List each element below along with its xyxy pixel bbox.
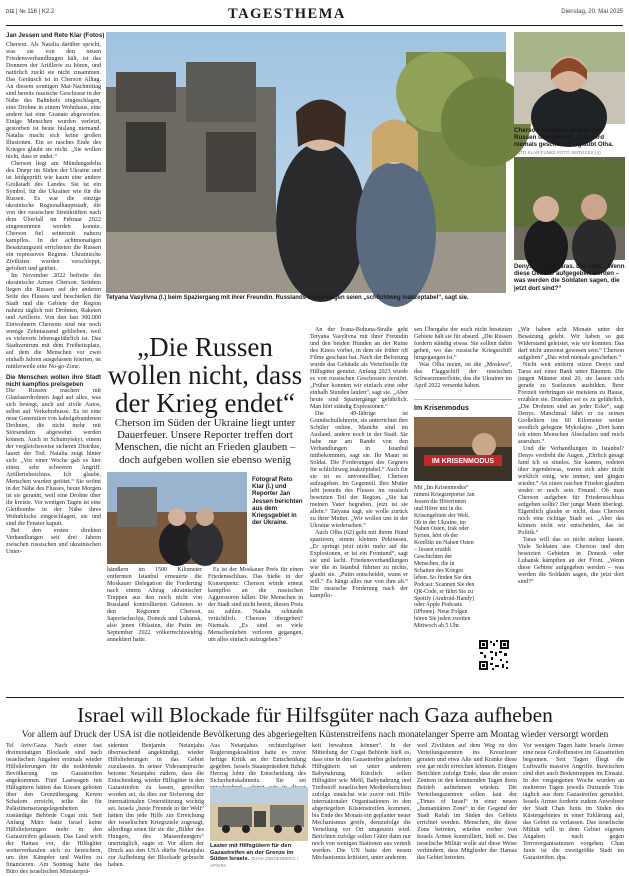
reporters-caption: Fotograf Reto Klar (l.) und Reporter Jan Jessen berichten aus dem Kriegsgebiet in der Ukraine. (252, 476, 303, 527)
masthead (6, 4, 623, 26)
podcast-cover (414, 417, 512, 481)
article1-column-2 (107, 567, 202, 691)
paragraph: Nicht weit entfernt sitzen Denys und Taras auf einer Bank unter Bäumen. Die jungen Männer sind 20, sie lassen sich gerade zu Soeleuten ausbilden. Ihrer Freizeit verbringen sie meistens zu Hause, erzählen sie. Draußen sei es zu gefährlich. „Die Drohnen sind an jeder Ecke“, sagt Denys. Manchmal fährt er zu seinen Großeltern ins 60 Kilometer weiter westlich gelegene Mykolajiw. „Dort kann ich einen Menschen Abschalten und mich ausruhen.“ (518, 362, 624, 445)
denys-taras-photo (514, 157, 625, 260)
gaza-photo-credit: OHAD ZWIGENBERG / AP/DPA (210, 856, 299, 868)
article1-subhead: Cherson im Süden der Ukraine liegt unter Dauerfeuer. Unsere Reporter treffen dort Menschen, die nicht an Frieden glauben – doch aufgeben wollen sie ebenso wenig (114, 417, 296, 466)
qr-code[interactable] (478, 639, 510, 671)
paragraph: Auch Olha (62) geht mit ihrem Hund spazieren, einem kleinen Pekinesen. „Er springt jetzt nicht mehr auf die Explosionen, er ist ein Frontund“, sagt sie und lacht. Friedensverhandlungen wie die in Istanbul führten zu nichts, glaubt sie. „Putin entscheidet, wann er will.“ Es hängt alles nur von ihm ab.“ Die russische Forderung nach der kampflo- (310, 530, 408, 599)
article1-column-4 (310, 327, 408, 691)
paragraph: keit bewahren können“. In der Mitteilung der Cogat Behörde hieß es, dass eine in den Gazastreifen gelieferten Hilfsgütern sei unter anderem Babynahrung. Kürzlich sollen Hilfsgüter wie Mehl, Babynahrung und Treibstoff israelischen Medienberichten zufolge zunächst wie zuvor mit Hilfe internationaler Organisationen in den abgeriegelten Küstenstreifen kommen, bis Ende des Monats ein geplanter neuer Mechanismus greife, demzufolge die Verteilung vor Ort umgesetzt wird. Berichten zufolge sollen Güter dann nur noch von wenigen Stationen aus verteilt werden. Die UN hatte den neuen Mechanismus kritisiert, unter anderem (312, 743, 411, 861)
qr-code-icon (478, 639, 510, 671)
issue-date: Dienstag, 20. Mai 2025 (561, 9, 623, 15)
article2-column-5 (417, 743, 517, 870)
denys-taras-illustration (514, 157, 625, 260)
article-byline: Jan Jessen und Reto Klar (Fotos) (6, 32, 105, 39)
paragraph: weil Zivilisten auf dem Weg zu den Verteilungszentren ins Kreuzfeuer geraten und etwa Alte und Kranke diese erst gar nicht erreichen könnten. Einigen Berichten zufolge Ende, dass die ersten Zentren in den kommenden Tagen ihren Betrieb aufnehmen würden. Die Verteilungszentren sollen laut der „Times of Israel“ in einer neuen „humanitären Zone“ in der Gegend der Stadt Rafah im Süden des Gebiets errichtet werden. Menschen, die diese Zone betreten, würden vorher von Israels Armee kontrolliert, hieß es. Das israelische Militär wolle auf diese Weise verhindern, dass Mitglieder der Hamas das Gebiet betreten. (417, 743, 517, 861)
infobox-title: Im Krisenmodus (414, 405, 469, 412)
article1-column-5 (414, 327, 512, 389)
paragraph: sen Übergabe der noch nicht besetzten Gebiete hält sie für absurd. „Die Russen fordern ständig etwas. Sie sollten dahin gehen, wo das russische Kriegsschiff hingegangen ist.“ (414, 327, 512, 361)
paragraph: Bei den ersten direkten Verhandlungen seit drei Jahren zwischen russischen und ukrainischen Unter- (6, 528, 101, 555)
article1-column-6 (518, 327, 624, 691)
podcast-cover-illustration (414, 417, 512, 481)
paragraph: Vor wenigen Tagen hatte Israels Armee eine neue Großoffensive im Gazastreifen begonnen. Seit Tagen fliegt die Luftwaffe massive Angriffe. Inzwischen sind dort auch Bodentruppen im Einsatz. In der vergangenen Woche wurden an mehreren Tagen jeweils Dutzende Tote täglich aus dem Gazastreifen gemeldet. Israels Armee forderte zudem Anwohner der Stadt Chan Junis im Süden des Küstengebietes in einer Erklärung auf, das Gebiet zu verlassen. Das israelische Militär will in dem Gebiet eigenen Angaben nach gegen Terrororganisationen vorgehen. Chan Junis ist die zweitgrößte Stadt im Gazastreifen. dpa (523, 743, 624, 861)
paragraph: Und die Verhandlungen in Istanbul? Denys verdreht die Augen. „Ehrlich gesagt fand ich es sinnlos. Sie kamen, redeten über irgendetwas, waren sich aber nicht wirklich einig, wie immer, und gingen wieder.“ An einen raschen Frieden glauben weder er noch sein Freund. Ob man Cherson aufgeben für Friedensschluss aufgeben sollte? Der junge Mann überlegt. Eigentlich glaube er nicht, dass Cherson noch eine richtige Stadt sei. „Aber das können nicht wir entscheiden, das ist Politik.“ (518, 446, 624, 536)
paper-tag: ᴅɪᴇ | № 116 | K2.2 (6, 9, 55, 15)
reporters-photo (107, 472, 247, 564)
gaza-trucks-illustration (210, 787, 308, 841)
paragraph: Taras will das so nicht stehen lassen. Viele Soldaten aus Cherson und den besetzten Gebieten in Donezk oder Luhansk kämpften an der Front. „Wenn diese Gebiete aufgegeben werden – was werden die Soldaten sagen, die jetzt dort sind?“ (518, 537, 624, 585)
infobox-paragraph: Mit „Im Krisenmodus“ nimmt Kriegsreporter Jan Jessen die Hörerinnen und Hörer mit in die Krisengebiete der Welt. Ob in der Ukraine, im Nahen Osten, Irak oder Syrien, hört ob der Konflikt im Nahen Osten – Jessen erzählt Geschichten der Menschen, die in Schatten des Krieges leben. So finden Sie den Podcast: Scannen Sie den QR-Code, er führt Sie zu Spotify (Android-Handy) oder Apple Podcasts (iPhone). Neue Folgen hören Sie jeden zweiten Mittwoch ab 5 Uhr. (414, 485, 475, 630)
reporters-illustration (107, 472, 247, 564)
gaza-caption-text: Laster mit Hilfsgütern für den Gazastreifen an der Grenze im Süden Israels. (210, 843, 294, 863)
paragraph: „Wir haben acht Monate unter der Besatzung gelebt. Wir haben so gut Widerstand geleistet, wie wir konnten. Das darf nicht umsonst gewesen sein.“ Cherson aufgeben? „Das wird niemals geschehen.“ (518, 327, 624, 361)
section-rubric: TAGESTHEMA (228, 6, 346, 22)
paragraph: An der Ivana-Bohuna-Straße geht Tetyana Vasylivna mit ihrer Freundin und den beiden Hunden an der Ruine des Kinos vorbei, in dem sie früher oft Filme geschaut hat. Nach der Befreiung wurde das Gebäude als Verteilstelle für Hilfsgüter genutzt. Anfang 2023 wurde es von russischen Geschossen zerstört. „Früher konnten wir einfach eine oder einhalb Stunden laufen“, sagt sie. „Aber heute sind Spaziergänge gefährlich. Man hört ständig Explosionen.“ (310, 327, 408, 410)
photo-credit: RETO KLAR/FUNKE FOTO SERVICES (4) (514, 150, 601, 155)
article2-column-6 (523, 743, 624, 870)
paragraph: händlern im 1500 Kilometer entfernten Istanbul erneuerte die Moskauer Delegation die Forderung nach einem Abzug ukrainischer Truppen aus den noch nicht von Russland kontrollierten Gebieten in den Regionen Cherson, Saporischschja, Donezk und Luhansk, also jenen Oblasten, die Putin im September 2022 völkerrechtswidrig annektiert hatte. (107, 567, 202, 643)
paragraph: Im November 2022 befreite die ukrainische Armee Cherson. Seitdem liegen die Russen auf der anderen Seite des Flusses und beschießen die Stadt und die Gebiete der Region nahezu täglich mit Drohnen, Raketen und Artillerie. Von den fast 300.000 Einwohnern Chersons sind nur noch wenige Zehntausend geblieben, weil es vielerorts lebensgefährlich ist. Das Stadtzentrum mit dem Freiheitsplatz, auf dem die Menschen vor zwei einhalb Jahren ausgelassen feierten, ist mittlerweile eine No-go-Zone. (6, 273, 101, 370)
podcast-cover-label: IM KRISENMODUS (431, 458, 495, 465)
article2-column-1 (6, 743, 102, 875)
paragraph: Die 49-Jährige ist Grundschullehrerin, sie unterrichtet ihre Schüler online. Manche sind im Ausland, andere noch in der Stadt. Sie habe nur am Rande von den Verhandlungen in Istanbul mitbekommen, sagt sie. Ihr Mann ist Soldat. Die Forderungen des Gegners für schlichtweg inakzeptabel.“ Auch für sie ist es unvorstellbar, Cherson aufzugeben. Im Gegenteil. Ihre Mutter lebt jenseits des Flusses im russisch besetzten Teil der Region. „Sie hat meinen Vater begraben, jetzt ist sie allein.“ Tatyana sagt, sie wolle zurück zu ihrer Mutter. „Wir wollen uns in der Ukraine wiedersehen.“ (310, 411, 408, 529)
gaza-trucks-photo (210, 787, 308, 841)
main-photo (106, 32, 506, 293)
main-photo-illustration (106, 32, 506, 293)
paragraph: Was Olha meint, ist die „Moskwa“, das Flaggschiff der russischen Schwarzmeerflotte, das die Ukrainer im April 2022 versenkt haben. (414, 362, 512, 389)
paragraph: Cherson liegt am Mündungsdelta des Dnepr im Süden der Ukraine und ist leidgeprüft wie kaum eine andere Großstadt des Landes. Sie ist ein Symbol, für die Ukrainer wie für die Russen. Es war die einzige ukrainische Regionalhauptstadt, die von der russischen Streitkräften nach dem Überfall im Februar 2022 eingenommen werden konnte. Cherson fiel seinerzeit nahezu kampflos. In der achtmonatigen Besatzungszeit errichteten die Russen ein repressives Regime. Ukrainische Zivilisten wurden verschleppt, gefoltert und getötet. (6, 161, 101, 272)
paragraph: Es ist der Moskauer Preis für einen Friedensschluss. Das hieße in der Konsequenz: Cherson würde erneut kampflos an die russischen Aggressoren fallen. Die Menschen in der Stadt sind nicht bereit, diesen Preis zu zahlen. Natalia schnaubt verächtlich. Cherson übergeben? Niemals. „Es sind so viele Menschenleben verloren gegangen, um alles einfach aufzugeben.“ (208, 567, 303, 643)
article2-column-2 (108, 743, 204, 870)
denys-taras-caption: Denys (l.) und Taras. Der sagt: „Wenn diese Gebiete aufgegeben werden – was werden die Soldaten sagen, die jetzt dort sind?“ (514, 263, 625, 292)
article1-headline: „Die Russen wollen nicht, dass der Krieg endet“ (107, 332, 303, 418)
paragraph: Cherson. Als Natalia darüber spricht, was sie von den neuen Friedensverhandlungen hält, ist das Donnern der Artillerie zu hören, und natürlich zuckt sie nicht zusammen. Das Geräusch ist in Cherson Alltag. An diesem sonnigen Mai-Nachmittag sind bereits russische Geschosse in der Nähe des Bahnhofs eingeschlagen, eine Drohne in einem Wohnhaus, eine andere hat eine Granate abgeworfen. Einige Menschen wurden verletzt, gestorben ist heute bislang niemand. Natalia macht sich keine großen Illusionen. Ein so rasches Ende des Krieges glaubt sie nicht. „Sie wollen nicht, dass er endet.“ (6, 42, 101, 160)
olha-photo (514, 32, 625, 124)
article2-headline: Israel will Blockade für Hilfsgüter nach Gaza aufheben (77, 703, 553, 727)
infobox-text (414, 485, 476, 691)
article1-column-1 (6, 42, 101, 555)
article1-column-3 (208, 567, 303, 691)
gaza-photo-caption (210, 843, 308, 869)
paragraph: Aus Netanjahus rechtsreligiöser Regierungskoalition hatte es zuvor heftige Kritik an der Entscheidung gegeben. Israels Staatspräsident Itzhak Herzog lobte die Entscheidung des Sicherheitskabinetts. Sie sei (210, 743, 306, 784)
article2-column-4 (312, 743, 411, 870)
paragraph: Tel Aviv/Gaza. Nach einer fast dreimonatigen Blockade sind nach israelischen Angaben erstmals wieder Hilfslieferungen für die notleidende Bevölkerung im Gazastreifen angekommen. Fünf Lastwagen mit Hilfsgütern hätten das Kissen geboten über den Grenzübergang Kerem Schalom erreicht, teilte die für Palästinenserangelegenheiten zuständige Behörde Cogat mit. Seit Anfang März hatte Israel keine Hilfslieferungen mehr in den Gazastreifen gelassen. Das Land wirft der Hamas vor, die Hilfsgüter weiterverkaufen sich zu bereichern, um ihre Kämpfer und Waffen zu finanzieren. Am Sonntag hatte das Büro des israelischen Ministerprä- (6, 743, 102, 875)
olha-caption: Cherson kampflos wieder den Russen übergeben? „Das wird niemals geschehen“, glaubt Olha. (514, 127, 614, 149)
paragraph: Die Russen machen mit Glasfaserdrohnen Jagd auf alles, was sich bewegt, auch auf zivile Autos, selbst auf Verkehrsbusse. Es ist eine neue Generation von kabelgebundenen Drohnen, die nicht mehr mit Störsendern abgewehrt werden können. Auch in Schumyiskyi, einem der vergleichsweise sicheren Distrikte, lauert der Tod. Natalia zeigt hinter sich: „Vor einer Woche gab es hier einen sehr schweren Angriff. Artilleriebeschuss. Ich glaube, Menschen wurden getötet.“ Sie wohnt in der Nähe des Flusses, heute Morgen ist sie gerannt, weil eine Drohne über ihr kreiste. Vor wenigen Tagen ist eine Gleitbombe in der Nähe ihres Wohnblocks eingeschlagen, sie und sind die Fenster kaputt. (6, 388, 101, 527)
article2-column-3 (210, 743, 306, 785)
article-separator (6, 697, 624, 698)
olha-photo-illustration (514, 32, 625, 124)
infobox-divider (414, 399, 512, 400)
article2-subhead: Vor allem auf Druck der USA ist die notleidende Bevölkerung des abgeriegelten Küstenstreifens nach monatelanger Sperre am Montag wieder versorgt worden (21, 729, 609, 739)
subheading: Die Menschen wollen ihre Stadt nicht kampflos preisgeben (6, 374, 101, 388)
paragraph: sidenten Benjamin Netanjahu überraschend angekündigt, wieder Hilfslieferungen in das Gebiet zuzulassen. In seiner Videoansprache betonte Netanjahu zudem, dass die Entscheidung, wieder Hilfsgüter in den Gazastreifen zu lassen, getroffen worden sei, da dies zur Sicherung der internationalen Unterstützung wichtig sei. Israels „beste Freunde in der Welt“ hätten ihn jede Hilfe zur Erreichung der israelischen Kriegsziele zugesagt, allerdings seien für sie die „Bilder des Hungers, des Massenhungers“ unerträglich, sagte er. Vor allem der Druck aus den USA dürfte Netanjahu zur Aufhebung der Blockade gebracht haben. (108, 743, 204, 868)
main-photo-caption: Tetyana Vasylivna (l.) beim Spaziergang mit ihrer Freundin. Russlands Forderungen seien „schlichtweg inakzeptabel“, sagt sie. (106, 295, 469, 301)
